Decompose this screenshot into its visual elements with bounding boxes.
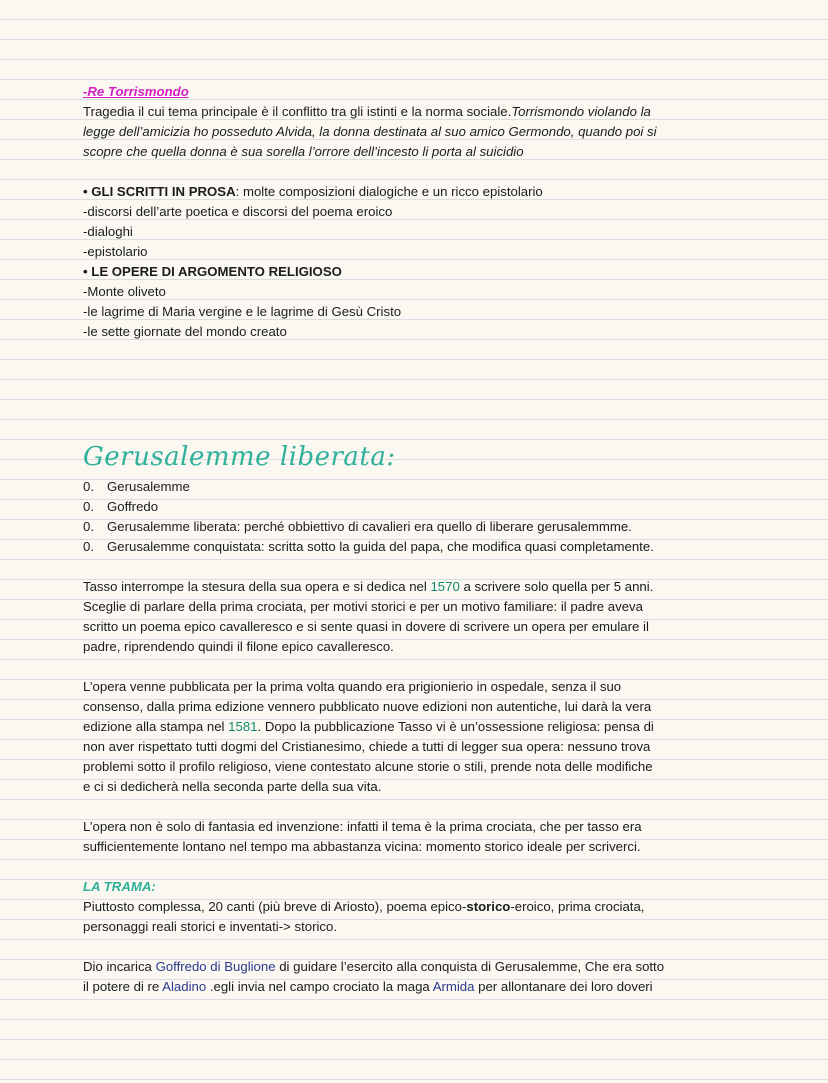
title-gerusalemme-liberata: Gerusalemme liberata:	[83, 442, 396, 472]
list-item: -le sette giornate del mondo creato	[83, 324, 287, 339]
paragraph-line: non aver rispettato tutti dogmi del Cristianesimo, chiede a tutti di legger sua opera: nessuno trova	[83, 739, 651, 754]
paragraph-line: Piuttosto complessa, 20 canti (più breve di Ariosto), poema epico-storico-eroico, prima crociata,	[83, 899, 645, 914]
paragraph-line: L’opera non è solo di fantasia ed invenzione: infatti il tema è la prima crociata, che per tasso era	[83, 819, 642, 834]
numbered-item: 0. Gerusalemme liberata: perché obbiettivo di cavalieri era quello di liberare gerusalemmme.	[83, 519, 632, 534]
numbered-item: 0. Goffredo	[83, 499, 159, 514]
heading-re-torrismondo: -Re Torrismondo	[83, 84, 189, 99]
list-item: -le lagrime di Maria vergine e le lagrime di Gesù Cristo	[83, 304, 402, 319]
list-item: -Monte oliveto	[83, 284, 166, 299]
name-aladino: Aladino	[162, 979, 207, 994]
paragraph-line: scopre che quella donna è sua sorella l’orrore dell’incesto li porta al suicidio	[83, 144, 524, 159]
name-goffredo: Goffredo di Buglione	[155, 959, 276, 974]
paragraph-line: edizione alla stampa nel 1581. Dopo la pubblicazione Tasso vi è un’ossessione religiosa: pensa di	[83, 719, 654, 734]
paragraph-line: legge dell’amicizia ho posseduto Alvida, la donna destinata al suo amico Germondo, quando poi si	[83, 124, 657, 139]
paragraph-line: L’opera venne pubblicata per la prima volta quando era prigionierio in ospedale, senza il suo	[83, 679, 622, 694]
numbered-item: 0. Gerusalemme conquistata: scritta sotto la guida del papa, che modifica quasi completamente.	[83, 539, 654, 554]
paragraph-line: padre, riprendendo quindi il filone epico cavalleresco.	[83, 639, 394, 654]
list-item: -dialoghi	[83, 224, 133, 239]
year-1570: 1570	[430, 579, 460, 594]
list-item: -epistolario	[83, 244, 148, 259]
paragraph-line: personaggi reali storici e inventati-> storico.	[83, 919, 337, 934]
paragraph-line: Tragedia il cui tema principale è il conflitto tra gli istinti e la norma sociale.Torrismondo violando la	[83, 104, 651, 119]
bullet-opere-religiose: • LE OPERE DI ARGOMENTO RELIGIOSO	[83, 264, 342, 279]
paragraph-line: Tasso interrompe la stesura della sua opera e si dedica nel 1570 a scrivere solo quella per 5 anni.	[83, 579, 654, 594]
paragraph-line: problemi sotto il profilo religioso, viene contestato alcune storie o stili, prende nota delle modifiche	[83, 759, 653, 774]
paragraph-line: consenso, dalla prima edizione vennero pubblicato nuove edizioni non autentiche, lui darà la vera	[83, 699, 652, 714]
paragraph-line: Sceglie di parlare della prima crociata, per motivi storici e per un motivo familiare: il padre aveva	[83, 599, 643, 614]
page-content	[83, 82, 743, 997]
list-item: -discorsi dell’arte poetica e discorsi del poema eroico	[83, 204, 393, 219]
numbered-item: 0. Gerusalemme	[83, 479, 190, 494]
paragraph-line: e ci si dedicherà nella seconda parte della sua vita.	[83, 779, 382, 794]
heading-la-trama: LA TRAMA:	[83, 879, 156, 894]
paragraph-line: Dio incarica Goffredo di Buglione di guidare l’esercito alla conquista di Gerusalemme, Che era sotto	[83, 959, 665, 974]
paragraph-line: scritto un poema epico cavalleresco e si sente quasi in dovere di scrivere un opera per emulare il	[83, 619, 649, 634]
paragraph-line: sufficientemente lontano nel tempo ma abbastanza vicina: momento storico ideale per scriverci.	[83, 839, 641, 854]
paragraph-line: il potere di re Aladino .egli invia nel campo crociato la maga Armida per allontanare dei loro doveri	[83, 979, 653, 994]
name-armida: Armida	[432, 979, 475, 994]
year-1581: 1581	[228, 719, 258, 734]
bullet-scritti-in-prosa: • GLI SCRITTI IN PROSA: molte composizioni dialogiche e un ricco epistolario	[83, 184, 543, 199]
